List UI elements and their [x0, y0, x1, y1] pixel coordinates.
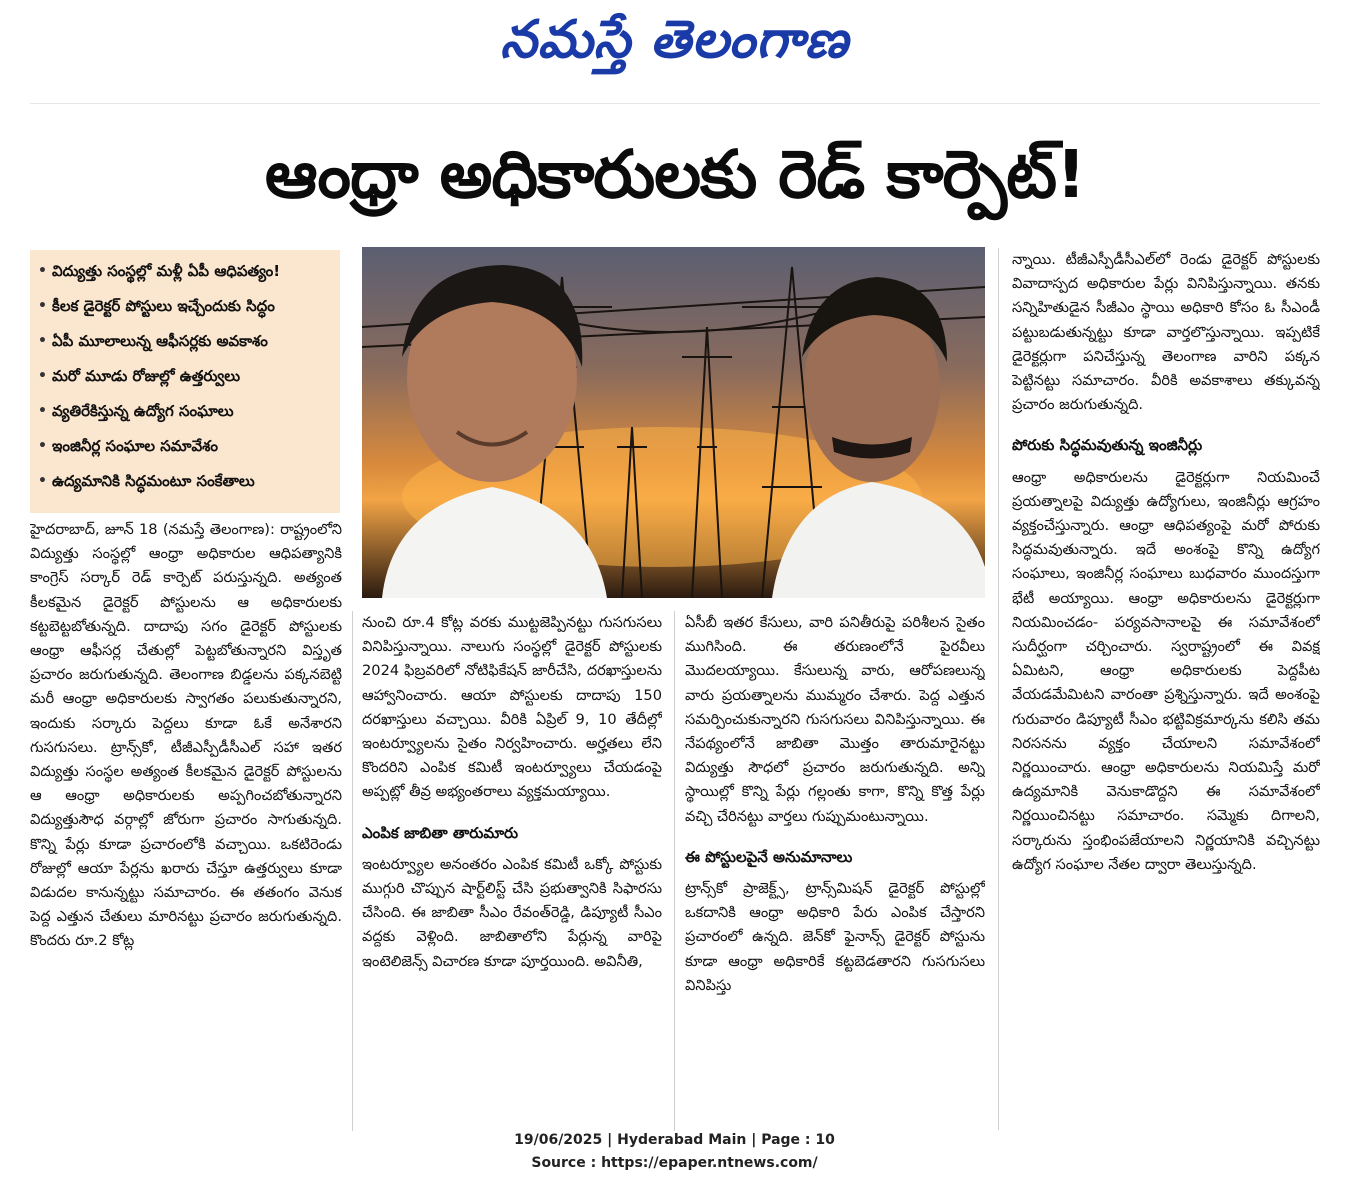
- headline: ఆంధ్రా అధికారులకు రెడ్‌ కార్పెట్‌!: [264, 136, 1086, 213]
- subheading: ఎంపిక జాబితా తారుమారు: [362, 823, 519, 842]
- article-column-4: [1012, 248, 1320, 1130]
- bullet-icon: •: [38, 333, 47, 349]
- bullet-icon: •: [38, 298, 47, 314]
- bullet-icon: •: [38, 403, 47, 419]
- highlight-item: • వ్యతిరేకిస్తున్న ఉద్యోగ సంఘాలు: [38, 402, 234, 420]
- highlight-item: • ఏపీ మూలాలున్న ఆఫీసర్లకు అవకాశం: [38, 332, 268, 350]
- bullet-icon: •: [38, 438, 47, 454]
- highlight-item: • విద్యుత్తు సంస్థల్లో మళ్లీ ఏపీ ఆధిపత్యం!: [38, 262, 281, 280]
- footer-date-page: 19/06/2025 | Hyderabad Main | Page : 10: [514, 1132, 835, 1148]
- paragraph: ట్రాన్స్‌కో ప్రాజెక్ట్స్‌, ట్రాన్స్‌మిషన్‌ డైరెక్టర్‌ పోస్టుల్లో ఒకదానికి ఆంధ్రా అధికారి పేరు ఎంపిక చేస్తారని ప్రచారంలో ఉన్నది. జెన్‌కో ఫైనాన్స్‌ డైరెక్టర్‌ పోస్టును కూడా ఆంధ్రా అధికారికే కట్టబెడతారని గుసగుసలు వినిపిస్తు: [685, 880, 985, 994]
- bullet-icon: •: [38, 473, 47, 489]
- paragraph: ఆంధ్రా అధికారులను డైరెక్టర్లుగా నియమించే ప్రయత్నాలపై విద్యుత్తు ఉద్యోగులు, ఇంజినీర్లు ఆగ్రహం వ్యక్తంచేస్తున్నారు. ఆంధ్రా ఆధిపత్యంపై మరో పోరుకు సిద్ధమవుతున్నారు. ఇదే అంశంపై కొన్ని ఉద్యోగ సంఘాలు, ఇంజినీర్ల సంఘాలు బుధవారం ముందస్తుగా భేటీ అయ్యాయి. ఆంధ్రా అధికారులను డైరెక్టర్లుగా నియమించడం- పర్యవసానాలపై ఈ సమావేశంలో సుదీర్ఘంగా చర్చించారు. స్వరాష్ట్రంలో ఈ వివక్ష ఏమిటని, ఆంధ్రా అధికారులకు పెద్దపీట వేయడమేమిటని వారంతా ప్రశ్నిస్తున్నారు. ఇదే అంశంపై గురువారం డిప్యూటీ సీఎం భట్టివిక్రమార్కను కలిసి తమ నిరసనను వ్యక్తం చేయాలని సమావేశంలో నిర్ణయించారు. ఆంధ్రా అధికారులను నియమిస్తే మరో ఉద్యమానికి వెనుకాడొద్దని ఈ సమావేశంలో నిర్ణయించినట్టు సమాచారం. సమ్మెకు దిగాలని, సర్కారును స్తంభింపజేయాలని నిర్ణయానికి వచ్చినట్టు ఉద్యోగ సంఘాల నేతల ద్వారా తెలుస్తున్నది.: [1012, 468, 1320, 873]
- subheading: ఈ పోస్టులపైనే అనుమానాలు: [685, 847, 853, 866]
- paragraph: నుంచి రూ.4 కోట్ల వరకు ముట్టజెప్పినట్టు గుసగుసలు వినిపిస్తున్నాయి. నాలుగు సంస్థల్లో డైరెక్టర్‌ పోస్టులకు 2024 ఫిబ్రవరిలో నోటిఫికేషన్‌ జారీచేసి, దరఖాస్తులను ఆహ్వానించారు. ఆయా పోస్టులకు దాదాపు 150 దరఖాస్తులు వచ్చాయి. వీరికి ఏప్రిల్‌ 9, 10 తేదీల్లో ఇంటర్వ్యూలను సైతం నిర్వహించారు. అర్హతలు లేని కొందరిని ఎంపిక కమిటీ ఇంటర్వ్యూలు చేయడంపై అప్పట్లో తీవ్ర అభ్యంతరాలు వ్యక్తమయ్యాయి.: [362, 614, 662, 801]
- footer-source-link[interactable]: Source : https://epaper.ntnews.com/: [531, 1155, 818, 1171]
- article-column-1: [30, 518, 342, 1130]
- power-pylons-illustration: [362, 247, 985, 598]
- paragraph: ఇంటర్వ్యూల అనంతరం ఎంపిక కమిటీ ఒక్కో పోస్టుకు ముగ్గురి చొప్పున షార్ట్‌లిస్ట్‌ చేసి ప్రభుత్వానికి సిఫారసు చేసింది. ఈ జాబితా సీఎం రేవంత్‌రెడ్డి, డిప్యూటీ సీఎం వద్దకు వెళ్లింది. జాబితాలోని పేర్లున్న వారిపై ఇంటెలిజెన్స్‌ విచారణ కూడా పూర్తయింది. అవినీతి,: [362, 855, 662, 970]
- column-separator: [998, 248, 999, 1130]
- paragraph: ఏసీబీ ఇతర కేసులు, వారి పనితీరుపై పరిశీలన సైతం ముగిసింది. ఈ తరుణంలోనే పైరవీలు మొదలయ్యాయి. కేసులున్న వారు, ఆరోపణలున్న వారు ప్రయత్నాలను ముమ్మరం చేశారు. పెద్ద ఎత్తున సమర్పించుకున్నారని గుసగుసలు వినిపిస్తున్నాయి. ఈ నేపథ్యంలోనే జాబితా మొత్తం తారుమారైనట్టు విద్యుత్తు సౌధలో ప్రచారం జరుగుతున్నది. అన్ని స్థాయిల్లో కొన్ని పేర్లు గల్లంతు కాగా, కొన్ని కొత్త పేర్లు వచ్చి చేరినట్టు వార్తలు గుప్పుమంటున్నాయి.: [685, 614, 985, 825]
- highlights-box: [30, 250, 340, 513]
- bullet-icon: •: [38, 263, 47, 279]
- article-column-2: [362, 611, 662, 1131]
- highlight-item: • మరో మూడు రోజుల్లో ఉత్తర్వులు: [38, 367, 241, 385]
- paragraph: హైదరాబాద్‌, జూన్‌ 18 (నమస్తే తెలంగాణ): రాష్ట్రంలోని విద్యుత్తు సంస్థల్లో ఆంధ్రా అధికారుల ఆధిపత్యానికి కాంగ్రెస్‌ సర్కార్‌ రెడ్‌ కార్పెట్‌ పరుస్తున్నది. అత్యంత కీలకమైన డైరెక్టర్‌ పోస్టులను ఆ అధికారులకు కట్టబెట్టబోతున్నది. దాదాపు సగం డైరెక్టర్‌ పోస్టులకు ఆంధ్రా ఆఫీసర్ల చేతుల్లో పెట్టబోతున్నారని విస్తృత ప్రచారం జరుగుతున్నది. తెలంగాణ బిడ్డలను పక్కనబెట్టి మరీ ఆంధ్రా అధికారులకు స్వాగతం పలుకుతున్నారని, ఇందుకు సర్కారు పెద్దలు కూడా ఓకే అనేశారని గుసగుసలు. ట్రాన్స్‌కో, టీజీఎస్పీడీసీఎల్‌ సహా ఇతర విద్యుత్తు సంస్థల అత్యంత కీలకమైన డైరెక్టర్‌ పోస్టులను ఆ ఆంధ్రా అధికారులకు అప్పగించబోతున్నారని విద్యుత్తుసౌధ వర్గాల్లో జోరుగా ప్రచారం సాగుతున్నది. కొన్ని పేర్లు కూడా ప్రచారంలోకి వచ్చాయి. ఒకటిరెండు రోజుల్లో ఆయా పేర్లను ఖరారు చేస్తూ ఉత్తర్వులు కూడా విడుదల కానున్నట్టు సమాచారం. ఈ తతంగం వెనుక పెద్ద ఎత్తున చేతులు మారినట్టు ప్రచారం జరుగుతున్నది. కొందరు రూ.2 కోట్ల: [30, 521, 342, 950]
- column-separator: [674, 611, 675, 1131]
- paragraph: న్నాయి. టీజీఎస్పీడీసీఎల్‌లో రెండు డైరెక్టర్‌ పోస్టులకు వివాదాస్పద అధికారుల పేర్లు వినిపిస్తున్నాయి. తనకు సన్నిహితుడైన సీజీఎం స్థాయి అధికారి కోసం ఓ సీఎండీ పట్టుబడుతున్నట్టు కూడా వార్తలొస్తున్నాయి. ఇప్పటికే డైరెక్టర్లుగా పనిచేస్తున్న తెలంగాణ వారిని పక్కన పెట్టినట్టు సమాచారం. వీరికి అవకాశాలు తక్కువన్న ప్రచారం జరుగుతున్నది.: [1012, 251, 1320, 414]
- article-column-3: [685, 611, 985, 1131]
- masthead-divider: [30, 103, 1320, 104]
- highlight-item: • కీలక డైరెక్టర్‌ పోస్టులు ఇచ్చేందుకు సిద్ధం: [38, 297, 275, 315]
- highlight-item: • ఇంజినీర్ల సంఘాల సమావేశం: [38, 437, 218, 455]
- news-photo: [362, 247, 985, 598]
- subheading: పోరుకు సిద్ధమవుతున్న ఇంజినీర్లు: [1012, 436, 1203, 455]
- bullet-icon: •: [38, 368, 47, 384]
- highlight-item: • ఉద్యమానికి సిద్ధమంటూ సంకేతాలు: [38, 472, 255, 490]
- column-separator: [352, 611, 353, 1131]
- masthead-logo: నమస్తే తెలంగాణ: [500, 10, 849, 70]
